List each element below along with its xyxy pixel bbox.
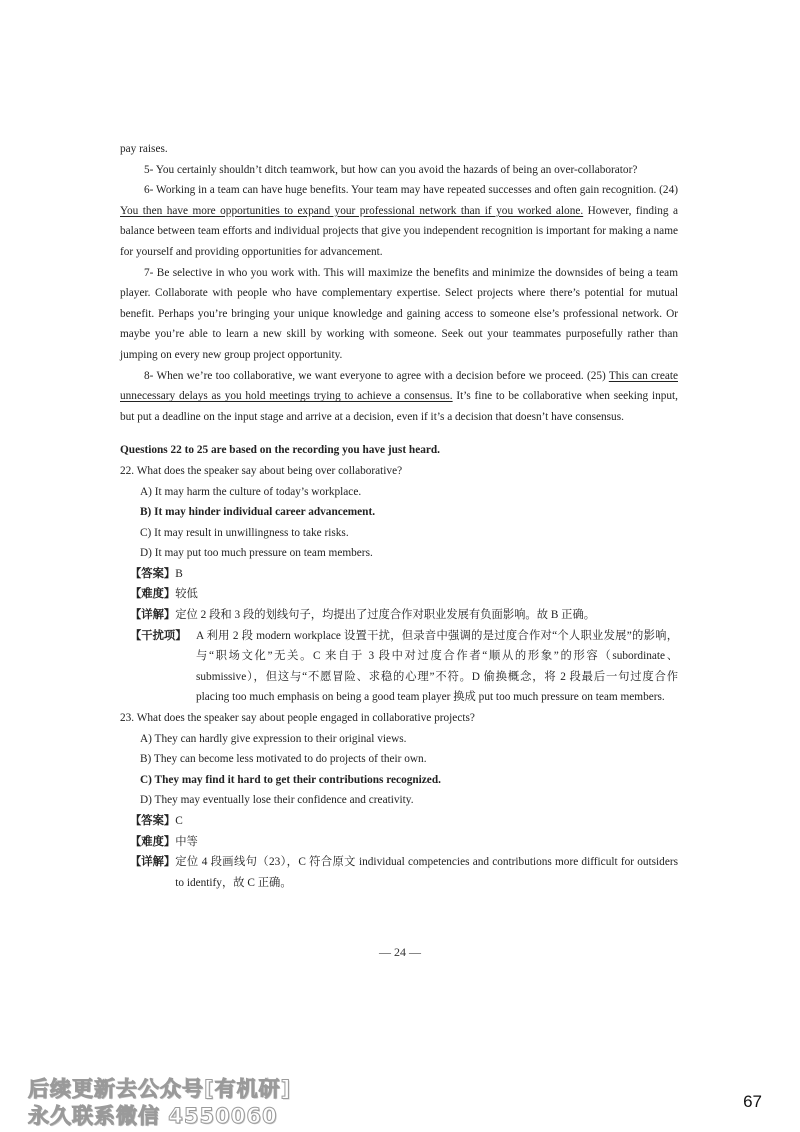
passage-paragraph-7: 7- Be selective in who you work with. This will maximize the benefits and minimize the downsides of being a team player. Collaborate with people who have complementary expertise. Select projects where there’s potential for mutual benefit. Perhaps you’re bringing your unique knowledge and gaining access to someone else’s professional network. Or maybe you’re able to learn a new skill by working with someone. Seek out your teammates purposefully rather than jumping on every new group project opportunity. (120, 266, 678, 361)
detail-text: 定位 4 段画线句（23），C 符合原文 individual competencies and contributions more difficult for outsiders to identify，故 C 正确。 (175, 856, 678, 889)
passage-text: 6- Working in a team can have huge benefits. Your team may have repeated successes and often gain recognition. (24) (144, 184, 678, 197)
detail-tag: 【详解】 (130, 609, 176, 622)
watermark-line-1: 后续更新去公众号[有机研] (28, 1077, 292, 1101)
corner-page-number: 67 (743, 1092, 762, 1111)
answer-value: B (175, 567, 183, 580)
page-content (120, 139, 678, 893)
q23-answer (120, 811, 678, 832)
watermark-line-2: 永久联系微信 4550060 (28, 1104, 278, 1128)
passage-paragraph-6 (120, 180, 678, 262)
q23-option-b: B) They can become less motivated to do projects of their own. (140, 753, 427, 766)
difficulty-value: 较低 (175, 588, 198, 601)
q23-difficulty (120, 832, 678, 853)
q22-option-b: B) It may hinder individual career advancement. (140, 506, 376, 519)
difficulty-tag: 【难度】 (130, 835, 176, 848)
passage-paragraph-fragment: pay raises. (120, 143, 168, 155)
watermark (28, 1076, 291, 1130)
answer-value: C (175, 815, 183, 827)
q23-option-a: A) They can hardly give expression to their original views. (140, 732, 407, 745)
q22-distractor (120, 626, 678, 708)
answer-tag: 【答案】 (130, 815, 176, 827)
difficulty-tag: 【难度】 (130, 588, 176, 601)
q22-option-d: D) It may put too much pressure on team members. (140, 547, 373, 560)
q22-answer (120, 564, 678, 585)
q23-option-d: D) They may eventually lose their confidence and creativity. (140, 794, 414, 807)
distractor-tag: 【干扰项】 (130, 629, 187, 642)
answer-tag: 【答案】 (130, 567, 176, 580)
passage-paragraph-5: 5- You certainly shouldn’t ditch teamwork, but how can you avoid the hazards of being an over-collaborator? (144, 163, 638, 176)
passage-text: 8- When we’re too collaborative, we want everyone to agree with a decision before we proceed. (25) (144, 369, 609, 382)
passage-paragraph-8 (120, 366, 678, 428)
difficulty-value: 中等 (175, 835, 198, 848)
q23-detail (120, 852, 678, 893)
q23-option-c: C) They may find it hard to get their contributions recognized. (140, 773, 441, 786)
section-heading: Questions 22 to 25 are based on the recording you have just heard. (120, 444, 440, 457)
distractor-text: A 利用 2 段 modern workplace 设置干扰，但录音中强调的是过度合作对“个人职业发展”的影响，与“职场文化”无关。C 来自于 3 段中对过度合作者“顺从的形象”的形容（subordinate、submissive），但这与“不愿冒险、求稳的心理”不符。D 偷换概念，将 2 段最后一句过度合作 placing too much emphasis on being a good team player 换成 put too much pressure on team members. (196, 629, 678, 704)
passage-text: It’s fine to be collaborative when seeking input, but put a deadline on the input stage and arrive at a decision, even if it’s a decision that doesn’t have consensus. (120, 390, 678, 423)
passage-text: However, finding a balance between team efforts and individual projects that give you independent recognition is important for making a name for yourself and providing opportunities for advancement. (120, 204, 678, 258)
detail-tag: 【详解】 (130, 856, 176, 869)
q22-option-c: C) It may result in unwillingness to take risks. (140, 526, 349, 539)
page-number: — 24 — (379, 945, 421, 959)
underlined-sentence-25: This can create unnecessary delays as you hold meetings trying to achieve a consensus. (120, 369, 678, 403)
underlined-sentence-24: You then have more opportunities to expand your professional network than if you worked alone. (120, 204, 584, 217)
q22-option-a: A) It may harm the culture of today’s workplace. (140, 485, 362, 498)
question-23-stem: 23. What does the speaker say about people engaged in collaborative projects? (120, 712, 475, 725)
question-22-stem: 22. What does the speaker say about being over collaborative? (120, 464, 403, 477)
q22-difficulty (120, 584, 678, 605)
q22-detail (120, 605, 678, 626)
detail-text: 定位 2 段和 3 段的划线句子，均提出了过度合作对职业发展有负面影响。故 B 正确。 (175, 609, 596, 622)
